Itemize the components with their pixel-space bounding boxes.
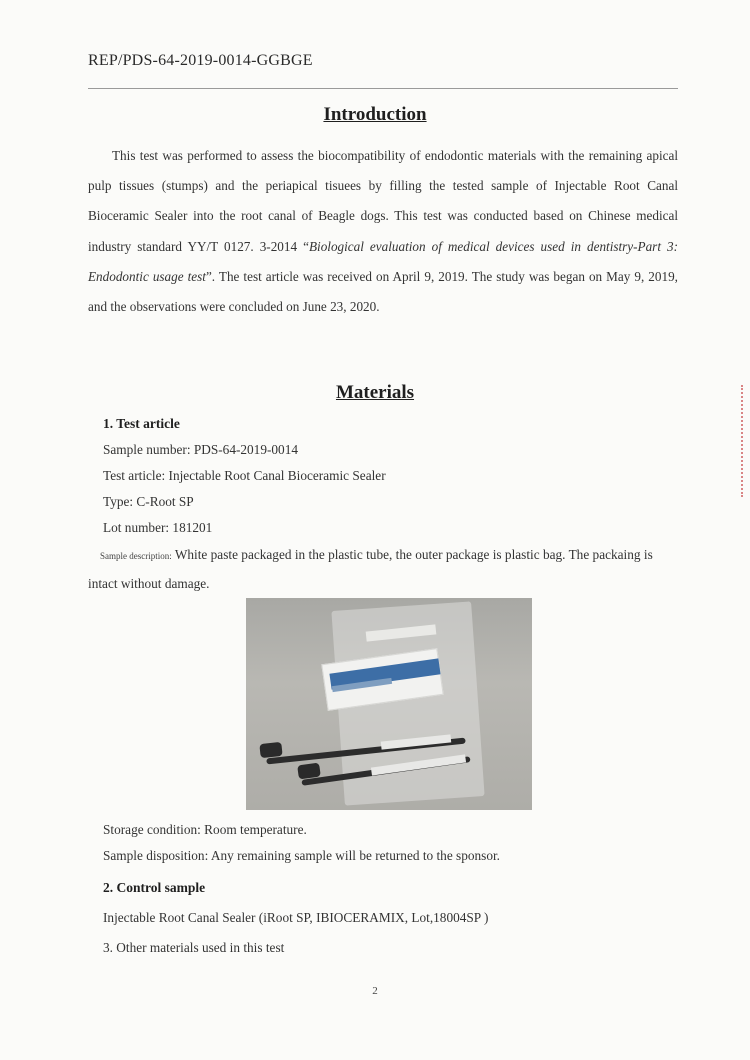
materials-title: Materials <box>335 382 415 403</box>
test-article-type: Type: C-Root SP <box>103 494 194 509</box>
intro-citation: Biological evaluation of medical devices used in dentistry-Part 3: Endodontic usage test <box>88 238 678 284</box>
sample-description-label: Sample description: <box>100 551 172 561</box>
other-materials-heading: 3. Other materials used in this test <box>103 940 285 955</box>
margin-stamp-mark <box>741 385 746 497</box>
sample-description-text: White paste packaged in the plastic tube, the outer package is plastic bag. The packaing is intact without damage. <box>88 547 653 591</box>
page-number: 2 <box>372 985 378 997</box>
test-article-name: Test article: Injectable Root Canal Bioceramic Sealer <box>103 468 386 483</box>
introduction-title: Introduction <box>323 104 427 125</box>
test-article-heading: 1. Test article <box>103 416 180 431</box>
header-divider <box>88 88 678 89</box>
sample-number: Sample number: PDS-64-2019-0014 <box>103 442 299 457</box>
intro-text-after: ”. The test article was received on April 9, 2019. The study was began on May 9, 2019, and the observations were concluded on June 23, 2020. <box>88 268 678 315</box>
introduction-paragraph <box>88 141 678 322</box>
storage-condition: Storage condition: Room temperature. <box>103 822 307 837</box>
document-id: REP/PDS-64-2019-0014-GGBGE <box>88 52 313 69</box>
sample-description <box>88 541 678 597</box>
control-sample-heading: 2. Control sample <box>103 880 206 895</box>
lot-number: Lot number: 181201 <box>103 520 213 535</box>
syringe-1-plunger <box>259 742 282 758</box>
sample-photo <box>246 598 532 810</box>
intro-text-before: This test was performed to assess the biocompatibility of endodontic materials with the remaining apical pulp tissues (stumps) and the periapical tisuees by filling the tested sample of Injectable Root Canal Bioceramic Sealer into the root canal of Beagle dogs. This test was conducted based on Chinese medical industry standard YY/T 0127. 3-2014 “ <box>88 148 678 254</box>
control-sample-text: Injectable Root Canal Sealer (iRoot SP, IBIOCERAMIX, Lot,18004SP ) <box>103 910 489 925</box>
sample-disposition: Sample disposition: Any remaining sample will be returned to the sponsor. <box>103 848 501 863</box>
